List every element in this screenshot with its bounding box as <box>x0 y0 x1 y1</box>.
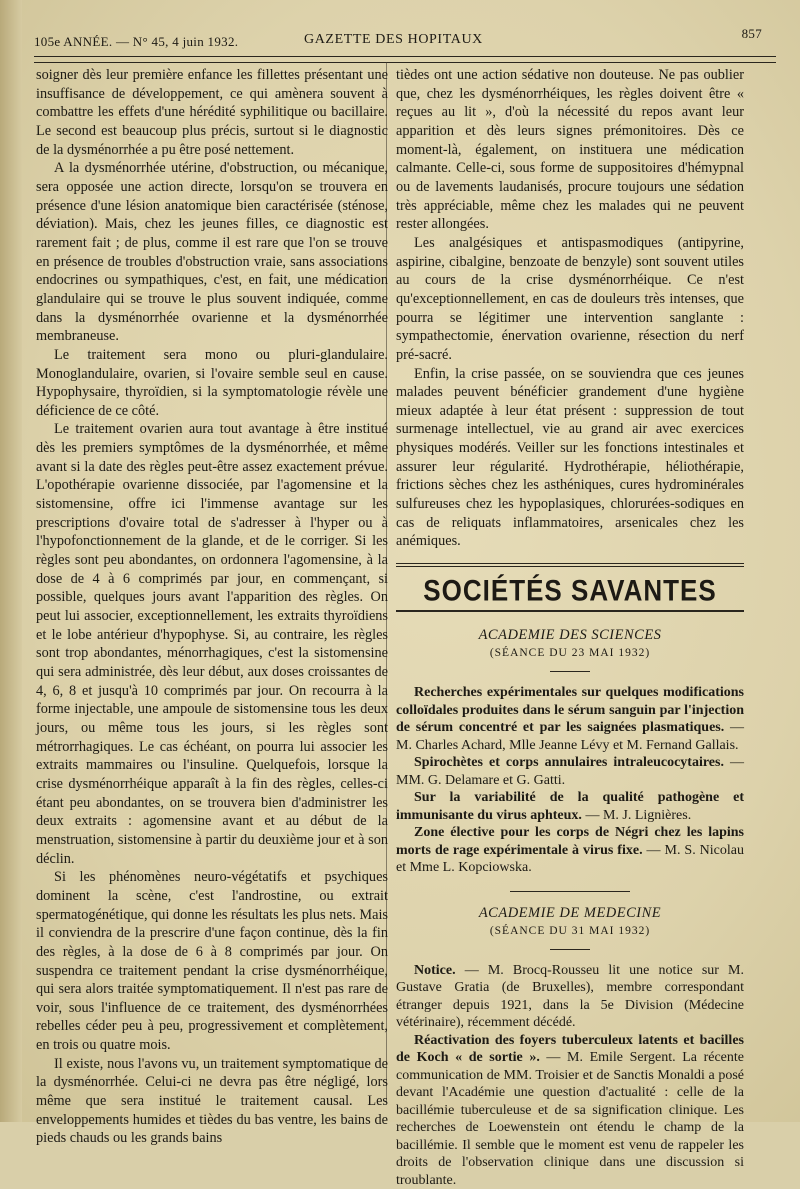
page-header <box>34 22 772 58</box>
section-heading: SOCIÉTÉS SAVANTES <box>423 572 717 608</box>
header-rule <box>34 56 776 63</box>
short-rule <box>550 949 590 950</box>
paragraph: Le traitement sera mono ou pluri-glandulaire. Monoglandulaire, ovarien, si l'ovaire semble seul en cause. Hypophysaire, thyroïdien, si la symptomatologie révèle une déficience de ce côté. <box>36 346 388 419</box>
entry-title: Spirochètes et corps annulaires intraleucocytaires. <box>414 755 724 771</box>
paragraph: tièdes ont une action sédative non douteuse. Ne pas oublier que, chez les dysménorrhéiques, les règles doivent être « reçues au lit », d'où la nécessité du repos avant leur apparition et dès leurs signes prémonitoires. Dès ce moment-là, également, on instituera une médication calmante. Celle-ci, sous forme de suppositoires d'hémypnal ou de lavements laudanisés, procure toujours une sédation très appréciable, même chez les malades qui ne peuvent rester allongées. <box>396 67 744 233</box>
entry-authors: — M. S. Nicolau et Mme L. Kopciowska. <box>396 842 744 876</box>
entry-title: Réactivation des foyers tuberculeux latents et bacilles de Koch « de sortie ». <box>396 1032 744 1066</box>
academy-medecine <box>396 904 744 1189</box>
communication-entry <box>396 1032 744 1189</box>
entry-authors: — M. Brocq-Rousseu lit une notice sur M. Gustave Gratia (de Bruxelles), membre correspondant étranger depuis 1921, dans la 5e Division (Médecine vétérinaire), récemment décédé. <box>396 962 744 1031</box>
communication-entry <box>396 684 744 754</box>
academy-name: ACADEMIE DE MEDECINE <box>478 904 662 921</box>
short-rule <box>550 671 590 672</box>
paragraph: Les analgésiques et antispasmodiques (antipyrine, aspirine, cibalgine, benzoate de benzyle) sont souvent utiles au cours de la crise dysménorrhéique. Ce n'est qu'exceptionnellement, en cas de douleurs très intenses, que pourra se légitimer une intervention sanglante : sympathectomie, énervation ovarienne, résection du nerf pré-sacré. <box>396 234 744 363</box>
right-column <box>396 66 744 1189</box>
communication-entry <box>396 789 744 824</box>
page-number: 857 <box>741 26 762 41</box>
communication-entry <box>396 962 744 1032</box>
communication-entry <box>396 754 744 789</box>
section-rule <box>396 566 744 567</box>
paragraph: Le traitement ovarien aura tout avantage à être institué dès les premiers symptômes de la dysménorrhée, et même avant si la date des règles peut-être assez exactement prévue. L'opothérapie ovarienne dissociée, par l'agomensine et la sistomensine, offre ici l'immense avantage sur les prescriptions d'ovaire total de s'adresser à l'hyper ou à l'hypofonctionnement de la glande, et de le corriger. Si les règles sont peu abondantes, on ordonnera l'agomensine, à la dose de 4 à 6 comprimés par jour, en commençant, si possible, quelques jours avant l'apparition des règles. On peut lui associer, exceptionnellement, les extraits thyroïdiens et le lobe antérieur d'hypophyse. Si, au contraire, les règles sont trop abondantes, ménorrhagiques, c'est la sistomensine qui sera administrée, dès leur début, aux doses croissantes de 4, 6, 8 et jusqu'à 10 comprimés par jour. On recourra à la forme injectable, une ampoule de sistomensine tous les deux jours, ou même tous les jours, si les règles sont métrorrhagiques. Le cas échéant, on pourra lui associer les extraits mammaires ou l'insuline. Quelquefois, lorsque la crise dysménorrhéique apparaît à la fin des règles, celles-ci étant peu abondantes, on se trouvera bien d'administrer les deux extraits : agomensine avant et au début de la menstruation, sistomensine à partir du deuxième jour et à son déclin. <box>36 421 388 867</box>
paragraph: Il existe, nous l'avons vu, un traitement symptomatique de la dysménorrhée. Celui-ci ne devra pas être négligé, lors même que sera institué le traitement causal. Les enveloppements humides et tièdes du bas ventre, les bains de pieds chauds ou les grands bains <box>36 1055 388 1147</box>
paragraph: soigner dès leur première enfance les fillettes présentant une insuffisance de développement, ce qui amènera souvent à combattre les effets d'une hérédité syphilitique ou bacillaire. Le second est beaucoup plus précis, surtout si le diagnostic de la dysménorrhée a pu être posé nettement. <box>36 67 388 158</box>
entry-authors: — M. Emile Sergent. La récente communication de MM. Troisier et de Sanctis Monaldi a posé devant l'Académie une question d'actualité : celle de la bacillémie tuberculeuse et de sa signification clinique. Les recherches de Loewenstein ont étendu le champ de la bacillémie. Il semble que le moment est venu de rappeler les droits de l'observation clinique dans une discussion si troublante. <box>396 1050 744 1188</box>
entry-title: Zone élective pour les corps de Négri chez les lapins morts de rage expérimentale à virus fixe. <box>396 825 744 858</box>
paragraph: Enfin, la crise passée, on se souviendra que ces jeunes malades peuvent bénéficier grandement d'une hygiène mieux adaptée à leur état présent : suppression de tout surmenage intellectuel, vie au grand air avec exercices physiques modérés. Veiller sur les fonctions intestinales et assurer leur régularité. Hydrothérapie, héliothérapie, frictions sèches chez les asthéniques, cures hydrominérales sulfureuses chez les hypoplasiques, chlorurées-sodiques en cas de reliquats inflammatoires, arsenicales chez les anémiques. <box>396 365 744 550</box>
section-rule <box>396 563 744 564</box>
short-rule <box>510 891 630 892</box>
issue-info: 105e ANNÉE. — N° 45, 4 juin 1932. <box>34 34 239 49</box>
journal-title: GAZETTE DES HOPITAUX <box>304 32 483 47</box>
academy-name: ACADEMIE DES SCIENCES <box>478 626 662 643</box>
seance-date: (SÉANCE DU 31 MAI 1932) <box>489 925 651 938</box>
seance-date: (SÉANCE DU 23 MAI 1932) <box>489 647 651 660</box>
academy-sciences <box>396 626 744 877</box>
page-binding-edge <box>0 0 22 1122</box>
entry-authors: — M. Charles Achard, Mlle Jeanne Lévy et M. Fernand Gallais. <box>396 720 744 753</box>
entry-authors: — M. J. Lignières. <box>581 807 692 823</box>
paragraph: A la dysménorrhée utérine, d'obstruction, ou mécanique, sera opposée une action directe, lorsqu'on se trouvera en présence d'une lésion anatomique bien caractérisée (sténose, déviation). Mais, chez les jeunes filles, ce diagnostic est rarement fait ; de plus, comme il est rare que l'on se trouve en présence de troubles d'obstruction vraie, sans associations endocrines ou sympathiques, c'est, en fait, une médication glandulaire qui se trouve le plus souvent indiquée, comme dans la dysménorrhée ovarienne et la dysménorrhée membraneuse. <box>36 160 388 345</box>
communication-entry <box>396 824 744 877</box>
entry-authors: — MM. G. Delamare et G. Gatti. <box>396 755 745 788</box>
entry-title: Recherches expérimentales sur quelques modifications colloïdales produites dans le sérum sanguin par l'injection de sérum concentré et par les saignées plasmatiques. <box>396 685 744 736</box>
entry-title: Notice. <box>414 962 456 978</box>
section-rule <box>396 610 744 612</box>
paragraph: Si les phénomènes neuro-végétatifs et psychiques dominent la scène, c'est l'androstine, ou extrait spermatogénétique, qui donne les résultats les plus nets. Mais il conviendra de la prescrire d'une façon continue, dès la fin des règles, à la dose de 6 à 8 comprimés par jour. On suspendra ce traitement pendant la crise dysménorrhéique, qui sera alors traitée symptomatiquement. Il n'est pas rare de voir, sous l'influence de ce traitement, des dysménorrhées rebelles céder peu à peu, progressivement et complètement, en trois ou quatre mois. <box>36 869 388 1054</box>
left-column <box>36 66 388 1148</box>
entry-title: Sur la variabilité de la qualité pathogène et immunisante du virus aphteux. <box>396 790 744 823</box>
